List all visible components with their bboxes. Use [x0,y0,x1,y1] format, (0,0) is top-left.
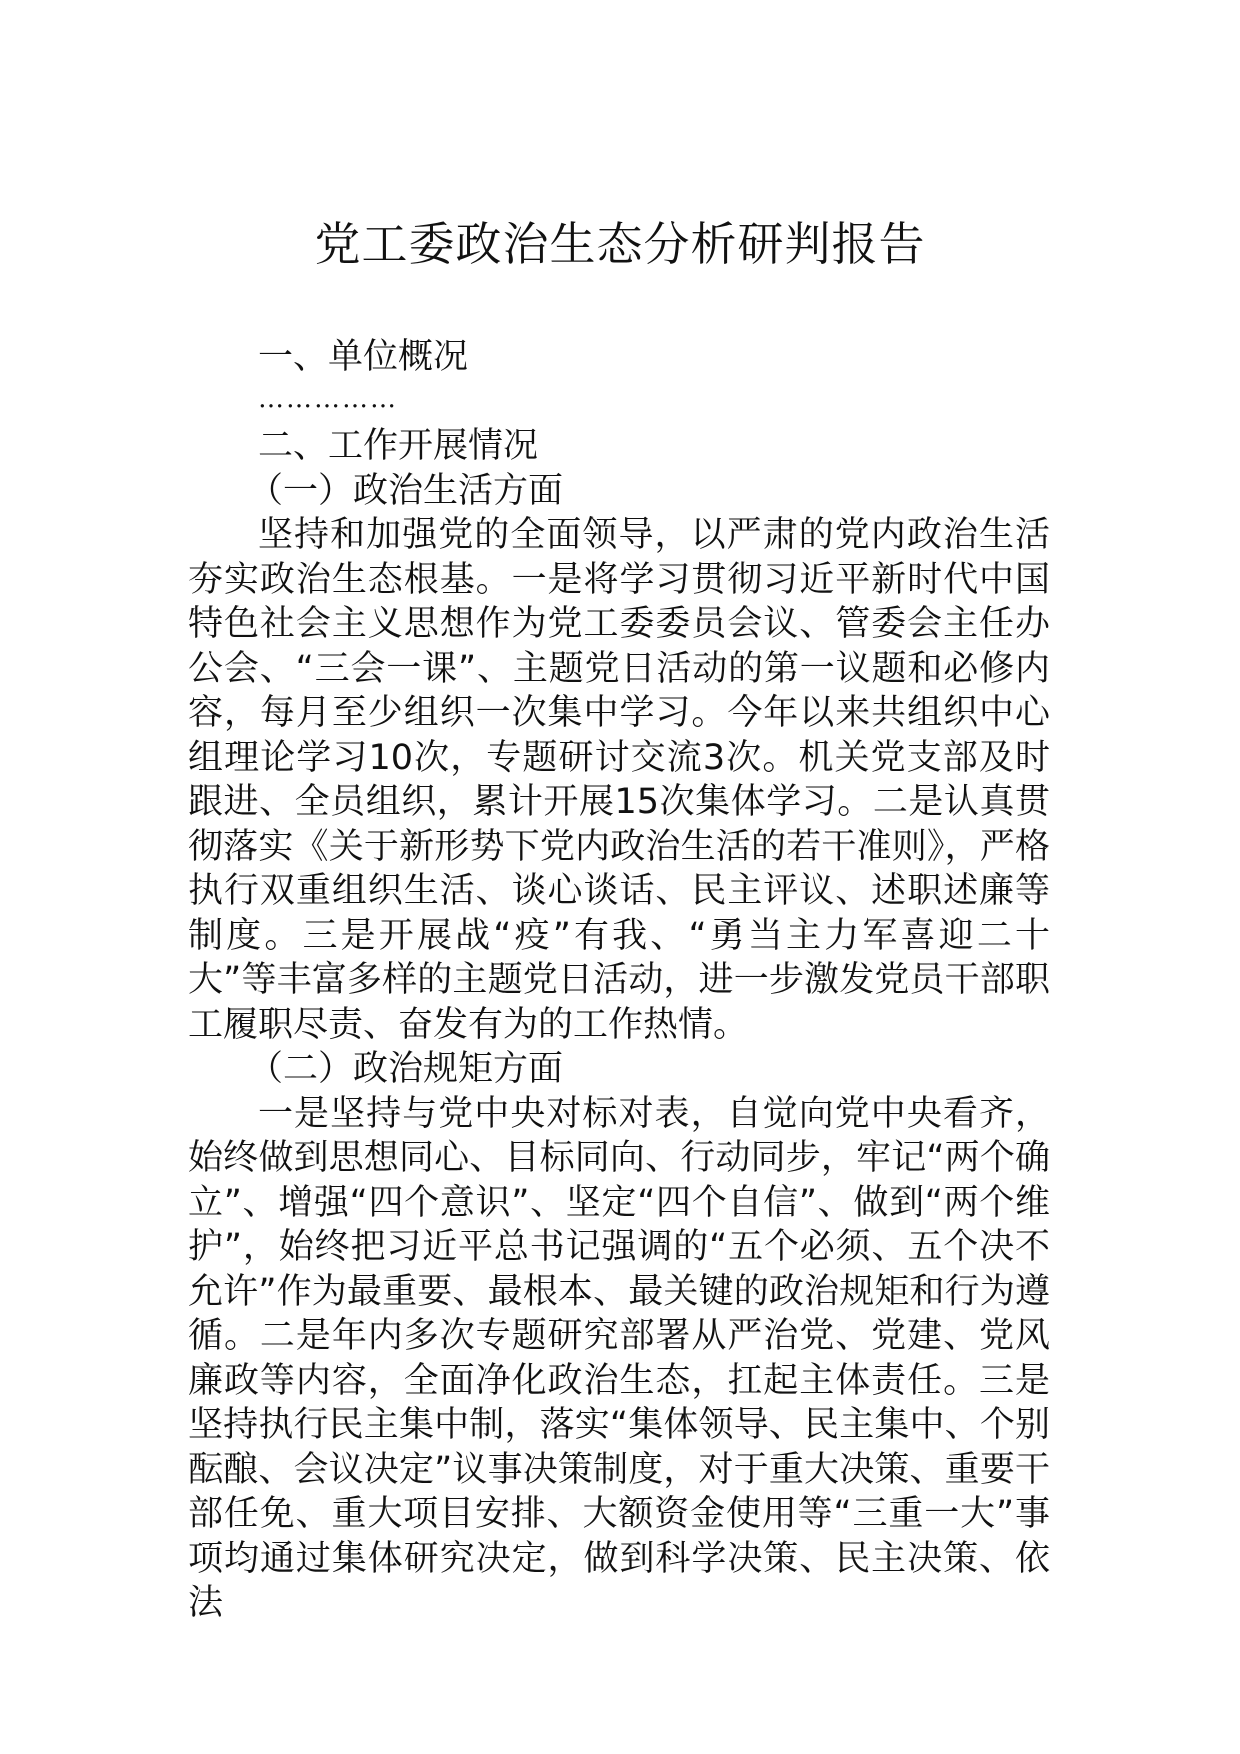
document-body [188,335,1050,1626]
document-title: 党工委政治生态分析研判报告 [314,217,926,271]
subsection-heading-political-rules: （二）政治规矩方面 [248,1049,564,1089]
section-heading-work-progress: 二、工作开展情况 [258,426,539,466]
paragraph-political-rules: 一是坚持与党中央对标对表，自觉向党中央看齐，始终做到思想同心、目标同向、行动同步，牢记“两个确立”、增强“四个意识”、坚定“四个自信”、做到“两个维护”，始终把习近平总书记强调的“五个必须、五个决不允许”作为最重要、最根本、最关键的政治规矩和行为遵循。二是年内多次专题研究部署从严治党、党建、党风廉政等内容，全面净化政治生态，扛起主体责任。三是坚持执行民主集中制，落实“集体领导、民主集中、个别酝酿、会议决定”议事决策制度，对于重大决策、重要干部任免、重大项目安排、大额资金使用等“三重一大”事项均通过集体研究决定，做到科学决策、民主决策、依法 [188,1093,1050,1623]
section-placeholder-dots: …………… [258,383,398,414]
subsection-heading-political-life: （一）政治生活方面 [248,470,564,511]
paragraph-political-life: 坚持和加强党的全面领导，以严肃的党内政治生活夯实政治生态根基。一是将学习贯彻习近平新时代中国特色社会主义思想作为党工委委员会议、管委会主任办公会、“三会一课”、主题党日活动的第一议题和必修内容，每月至少组织一次集中学习。今年以来共组织中心组理论学习10次，专题研讨交流3次。机关党支部及时跟进、全员组织，累计开展15次集体学习。二是认真贯彻落实《关于新形势下党内政治生活的若干准则》，严格执行双重组织生活、谈心谈话、民主评议、述职述廉等制度。三是开展战“疫”有我、“勇当主力军喜迎二十大”等丰富多样的主题党日活动，进一步激发党员干部职工履职尽责、奋发有为的工作热情。 [188,515,1050,1045]
section-heading-unit-overview: 一、单位概况 [258,337,469,377]
